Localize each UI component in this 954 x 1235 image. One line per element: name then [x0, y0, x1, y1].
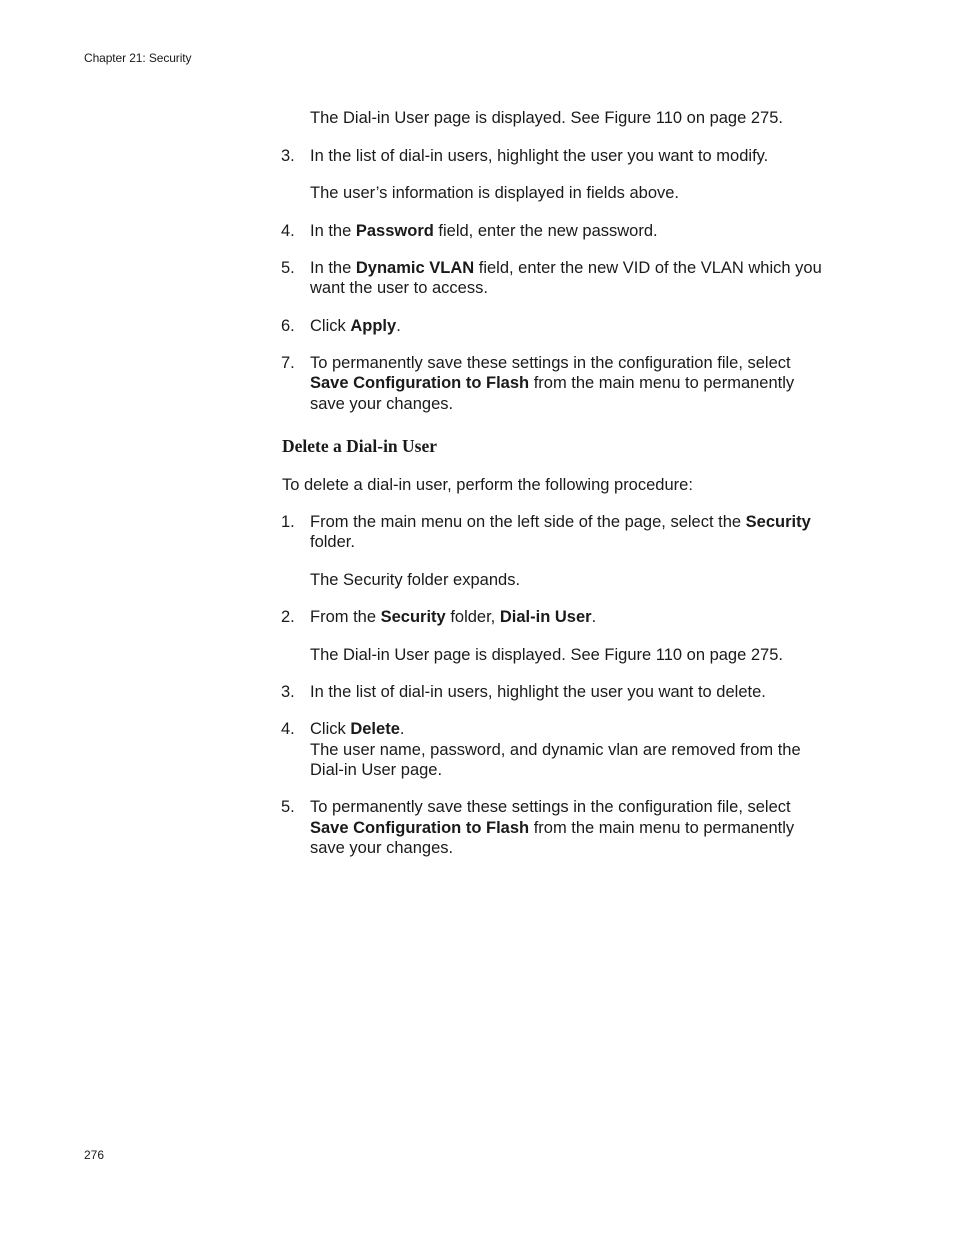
step-number: 6. [281, 317, 295, 335]
step-text: To permanently save these settings in the configuration file, select [310, 354, 791, 372]
menu-item-dial-in-user: Dial-in User [499, 608, 592, 626]
folder-name-security: Security [745, 513, 811, 531]
button-name-apply: Apply [350, 317, 397, 335]
delete-intro: To delete a dial-in user, perform the following procedure: [282, 476, 693, 494]
step-number: 1. [281, 513, 295, 531]
button-name-delete: Delete [350, 720, 400, 738]
modify-intro-note: The Dial-in User page is displayed. See Figure 110 on page 275. [310, 109, 783, 127]
step-text: From the Security folder, Dial-in User. [310, 608, 597, 626]
step-text: To permanently save these settings in the configuration file, select [310, 798, 791, 816]
step-number: 3. [281, 147, 295, 165]
running-head: Chapter 21: Security [84, 51, 192, 65]
page-number: 276 [84, 1148, 105, 1162]
step-text-continued: Save Configuration to Flash from the main menu to permanently [310, 374, 795, 392]
field-name-password: Password [355, 222, 434, 240]
step-text: From the main menu on the left side of the page, select the Security [310, 513, 811, 531]
step-text-continued: Dial-in User page. [310, 761, 443, 779]
step-text-continued: Save Configuration to Flash from the main menu to permanently [310, 819, 795, 837]
step-text: Click Apply. [310, 317, 401, 335]
step-number: 5. [281, 798, 295, 816]
step-number: 7. [281, 354, 295, 372]
step-note: The Security folder expands. [310, 571, 521, 589]
menu-item-save-config: Save Configuration to Flash [310, 819, 530, 837]
step-number: 4. [281, 222, 295, 240]
step-note: The Dial-in User page is displayed. See Figure 110 on page 275. [310, 646, 783, 664]
step-number: 2. [281, 608, 295, 626]
step-number: 5. [281, 259, 295, 277]
folder-name-security: Security [380, 608, 446, 626]
field-name-dynamic-vlan: Dynamic VLAN [355, 259, 475, 277]
step-text-continued: save your changes. [310, 395, 454, 413]
section-heading: Delete a Dial-in User [282, 436, 438, 456]
step-number: 4. [281, 720, 295, 738]
step-text: Click Delete. [310, 720, 405, 738]
menu-item-save-config: Save Configuration to Flash [310, 374, 530, 392]
step-text-continued: save your changes. [310, 839, 454, 857]
step-text: In the list of dial-in users, highlight the user you want to modify. [310, 147, 769, 165]
step-text-continued: want the user to access. [310, 279, 488, 297]
step-text-continued: folder. [310, 533, 355, 551]
step-text: In the list of dial-in users, highlight the user you want to delete. [310, 683, 766, 701]
step-note: The user’s information is displayed in fields above. [310, 184, 680, 202]
step-text: In the Password field, enter the new password. [310, 222, 658, 240]
step-text: In the Dynamic VLAN field, enter the new VID of the VLAN which you [310, 259, 822, 277]
step-text-continued: The user name, password, and dynamic vlan are removed from the [310, 741, 801, 759]
step-number: 3. [281, 683, 295, 701]
